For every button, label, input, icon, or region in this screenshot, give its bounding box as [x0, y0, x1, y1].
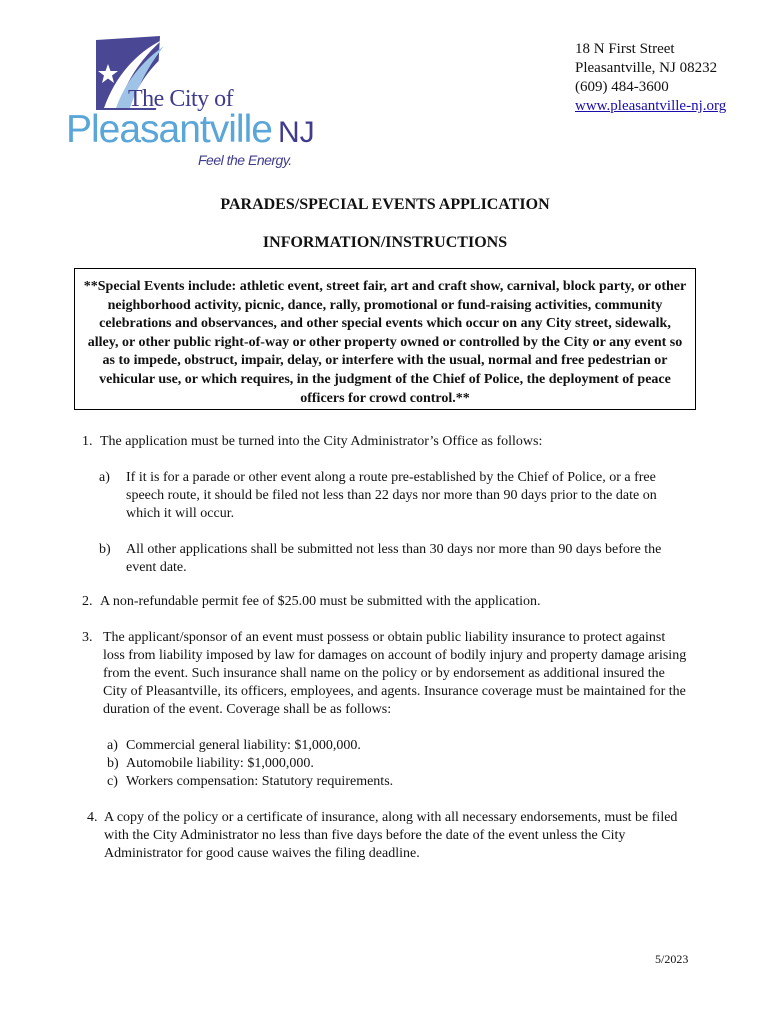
logo-the: The [128, 86, 164, 112]
item-text: A copy of the policy or a certificate of insurance, along with all necessary endorsements, must be filed with the City Administrator no less than five days before the date of the event unless the City Administrator for good cause waives the filing deadline. [104, 810, 678, 861]
website-link[interactable]: www.pleasantville-nj.org [575, 98, 727, 114]
list-item [99, 469, 685, 523]
address-street: 18 N First Street [575, 41, 675, 57]
item-text: Automobile liability: $1,000,000. [126, 756, 314, 771]
city-logo [64, 34, 315, 174]
list-item [107, 773, 667, 791]
logo-tagline: Feel the Energy. [198, 152, 292, 168]
item-text: All other applications shall be submitted not less than 30 days nor more than 90 days before the event date. [126, 542, 662, 575]
address-phone: (609) 484-3600 [575, 79, 669, 95]
special-events-notice: **Special Events include: athletic event, street fair, art and craft show, carnival, block party, or other neighborhood activity, picnic, dance, rally, promotional or fund-raising activities, community celebrations and observances, and other special events which occur on any City street, sidewalk, alley, or other public right-of-way or other property owned or controlled by the City or any event so as to impede, obstruct, impair, delay, or interfere with the usual, normal and free pedestrian or vehicular use, or which requires, in the judgment of the Chief of Police, the deployment of peace officers for crowd control.** [74, 268, 696, 410]
item-number: 4. [87, 810, 98, 825]
item-number: 1. [82, 434, 93, 449]
page-title: PARADES/SPECIAL EVENTS APPLICATION [220, 196, 550, 213]
item-text: The applicant/sponsor of an event must possess or obtain public liability insurance to protect against loss from liability imposed by law for damages on account of bodily injury and property damage arising from the event. Such insurance shall name on the policy or by endorsement as additional insured the City of Pleasantville, its officers, employees, and agents. Insurance coverage must be maintained for the duration of the event. Coverage shall be as follows: [103, 630, 687, 717]
list-item [107, 755, 667, 773]
list-item [99, 541, 685, 577]
item-text: A non-refundable permit fee of $25.00 must be submitted with the application. [100, 594, 541, 609]
page-subtitle: INFORMATION/INSTRUCTIONS [262, 234, 508, 251]
list-item [82, 433, 702, 451]
item-text: Workers compensation: Statutory requirements. [126, 774, 394, 789]
address-city: Pleasantville, NJ 08232 [575, 60, 718, 76]
logo-pleasantville: Pleasantville [66, 108, 272, 151]
item-text: If it is for a parade or other event along a route pre-established by the Chief of Police, or a free speech route, it should be filed not less than 22 days nor more than 90 days prior to the date on which it will occur. [126, 470, 657, 521]
address-block [575, 40, 726, 116]
list-item [87, 809, 691, 863]
list-item [107, 737, 667, 755]
item-text: The application must be turned into the City Administrator’s Office as follows: [100, 434, 543, 449]
list-item [82, 593, 702, 611]
logo-nj: NJ [277, 116, 315, 149]
item-number: 3. [82, 630, 93, 645]
item-letter: c) [107, 774, 118, 789]
item-letter: a) [107, 738, 118, 753]
list-item [82, 629, 688, 719]
item-text: Commercial general liability: $1,000,000. [126, 738, 361, 753]
item-letter: b) [99, 542, 111, 557]
item-letter: b) [107, 756, 119, 771]
revision-date: 5/2023 [655, 952, 689, 966]
item-letter: a) [99, 470, 110, 485]
item-number: 2. [82, 594, 93, 609]
logo-city-of: City of [169, 86, 234, 112]
